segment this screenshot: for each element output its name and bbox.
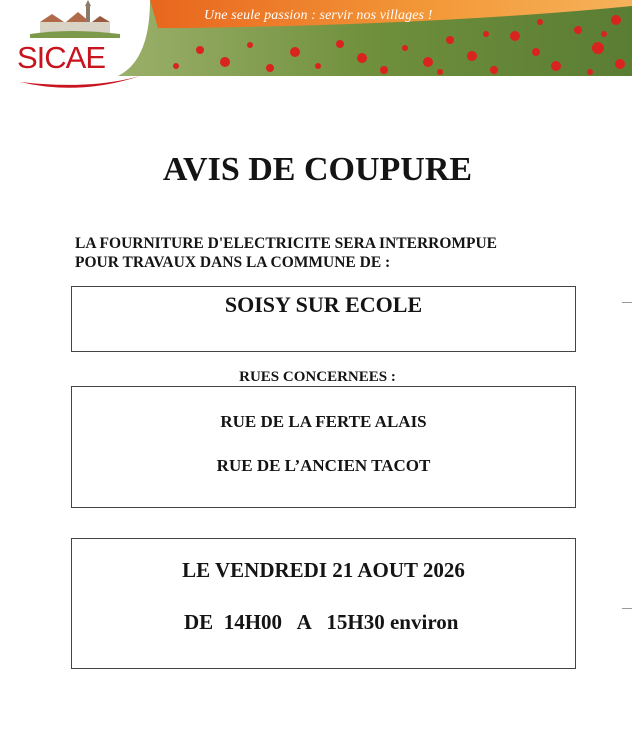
- page-title: AVIS DE COUPURE: [162, 151, 473, 188]
- hours-separator: A: [296, 610, 311, 634]
- hours-start: 14H00: [223, 610, 283, 634]
- hours-prefix: DE: [184, 610, 214, 634]
- hours-end: 15H30: [326, 610, 385, 634]
- header-banner: [0, 0, 635, 92]
- scan-edge-mark: [622, 608, 632, 609]
- sicae-logo: SICAE: [17, 40, 106, 75]
- outage-date: LE VENDREDI 21 AOUT 2026: [182, 558, 465, 582]
- intro-line-2: POUR TRAVAUX DANS LA COMMUNE DE :: [75, 254, 391, 271]
- hours-suffix: environ: [389, 610, 459, 634]
- street-item: RUE DE LA FERTE ALAIS: [220, 412, 427, 431]
- streets-label: RUES CONCERNEES :: [239, 369, 396, 385]
- intro-text: [75, 234, 595, 272]
- schedule-box: [71, 538, 576, 669]
- outage-hours: [184, 610, 458, 635]
- slogan-text: Une seule passion : servir nos villages !: [204, 8, 433, 23]
- street-item: RUE DE L’ANCIEN TACOT: [216, 456, 431, 475]
- intro-line-1: LA FOURNITURE D'ELECTRICITE SERA INTERROMPUE: [75, 235, 498, 252]
- commune-name: SOISY SUR ECOLE: [224, 292, 423, 317]
- scan-edge-mark: [622, 302, 632, 303]
- streets-box: [71, 386, 576, 508]
- commune-box: [71, 286, 576, 352]
